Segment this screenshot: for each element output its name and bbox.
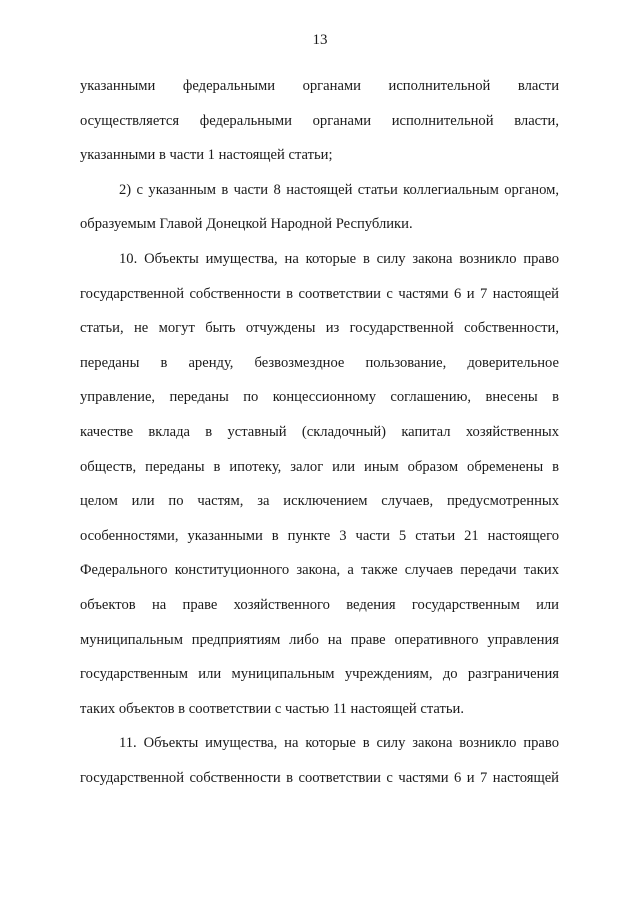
text-line: Федерального конституционного закона, а также случаев передачи таких <box>80 562 559 579</box>
text-line: государственной собственности в соответствии с частями 6 и 7 настоящей <box>80 769 559 786</box>
text-line: муниципальным предприятиям либо на праве оперативного управления <box>80 631 559 648</box>
text-line: таких объектов в соответствии с частью 11 настоящей статьи. <box>80 700 465 717</box>
text-line: особенностями, указанными в пункте 3 части 5 статьи 21 настоящего <box>80 527 559 544</box>
text-line: управление, переданы по концессионному соглашению, внесены в <box>80 389 559 406</box>
page-number: 13 <box>312 32 328 48</box>
text-line: указанными федеральными органами исполнительной власти <box>80 78 559 94</box>
text-line: обществ, переданы в ипотеку, залог или иным образом обременены в <box>80 458 559 475</box>
text-line: образуемым Главой Донецкой Народной Республики. <box>80 216 413 233</box>
text-line: государственным или муниципальным учреждениям, до разграничения <box>80 666 559 683</box>
text-line: 11. Объекты имущества, на которые в силу закона возникло право <box>119 735 559 752</box>
body-text <box>80 69 559 795</box>
text-line: переданы в аренду, безвозмездное пользование, доверительное <box>80 354 559 371</box>
text-line: объектов на праве хозяйственного ведения государственным или <box>80 596 559 613</box>
text-line: 2) с указанным в части 8 настоящей статьи коллегиальным органом, <box>119 181 559 198</box>
text-line: статьи, не могут быть отчуждены из государственной собственности, <box>80 320 559 337</box>
text-line: качестве вклада в уставный (складочный) капитал хозяйственных <box>80 423 559 440</box>
text-line: государственной собственности в соответствии с частями 6 и 7 настоящей <box>80 285 559 302</box>
text-line: 10. Объекты имущества, на которые в силу закона возникло право <box>119 250 559 267</box>
text-line: указанными в части 1 настоящей статьи; <box>80 147 333 164</box>
text-line: целом или по частям, за исключением случаев, предусмотренных <box>80 493 559 510</box>
text-line: осуществляется федеральными органами исполнительной власти, <box>80 112 559 129</box>
